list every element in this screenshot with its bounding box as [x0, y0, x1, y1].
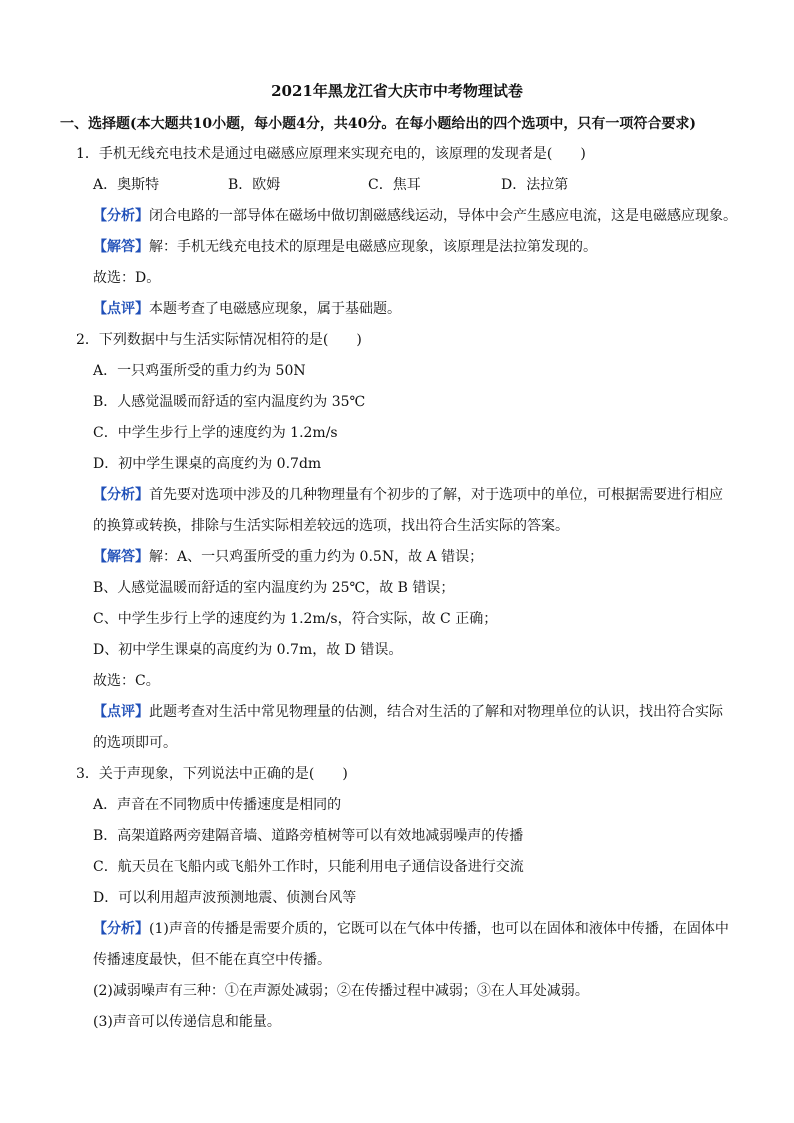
option-d: D．法拉第 [501, 177, 569, 193]
question-2-analysis: 【分析】首先要对选项中涉及的几种物理量有个初步的了解，对于选项中的单位，可根据需要进行相应 [93, 487, 723, 503]
comment-tag: 【点评】 [93, 704, 149, 720]
page-title: 2021年黑龙江省大庆市中考物理试卷 [271, 82, 523, 100]
option-b: B．欧姆 [228, 177, 281, 193]
answer-tag: 【解答】 [93, 239, 149, 255]
question-1-options [93, 175, 568, 195]
question-2-answer-c: C、中学生步行上学的速度约为 1.2m/s，符合实际，故 C 正确； [93, 611, 498, 627]
question-1-choice: 故选：D。 [93, 270, 161, 286]
analysis-tag: 【分析】 [93, 208, 149, 224]
question-1-comment: 【点评】本题考查了电磁感应现象，属于基础题。 [93, 301, 401, 317]
question-2-stem: 2．下列数据中与生活实际情况相符的是( ) [76, 332, 362, 348]
question-1-answer: 【解答】解：手机无线充电技术的原理是电磁感应现象，该原理是法拉第发现的。 [93, 239, 597, 255]
comment-tag: 【点评】 [93, 301, 149, 317]
option-c: C．航天员在飞船内或飞船外工作时，只能利用电子通信设备进行交流 [93, 859, 524, 875]
question-2-answer-b: B、人感觉温暖而舒适的室内温度约为 25℃，故 B 错误； [93, 580, 455, 596]
question-3-analysis-3: (3)声音可以传递信息和能量。 [93, 1014, 281, 1030]
question-2-analysis-cont: 的换算或转换，排除与生活实际相差较远的选项，找出符合生活实际的答案。 [93, 518, 569, 534]
question-3-analysis-cont: 传播速度最快，但不能在真空中传播。 [93, 952, 331, 968]
option-d: D．初中学生课桌的高度约为 0.7dm [93, 456, 322, 472]
question-1-analysis: 【分析】闭合电路的一部导体在磁场中做切割磁感线运动，导体中会产生感应电流，这是电磁感应现象。 [93, 208, 737, 224]
question-2-comment: 【点评】此题考查对生活中常见物理量的估测，结合对生活的了解和对物理单位的认识，找出符合实际 [93, 704, 723, 720]
option-a: A．奥斯特 [93, 177, 160, 193]
question-1-stem: 1．手机无线充电技术是通过电磁感应原理来实现充电的，该原理的发现者是( ) [76, 146, 586, 162]
answer-tag: 【解答】 [93, 549, 149, 565]
option-d: D．可以利用超声波预测地震、侦测台风等 [93, 890, 357, 906]
question-3-analysis: 【分析】(1)声音的传播是需要介质的，它既可以在气体中传播，也可以在固体和液体中传播，在固体中 [93, 921, 729, 937]
question-2-choice: 故选：C。 [93, 673, 160, 689]
option-a: A．声音在不同物质中传播速度是相同的 [93, 797, 342, 813]
analysis-tag: 【分析】 [93, 487, 149, 503]
question-2-answer: 【解答】解：A、一只鸡蛋所受的重力约为 0.5N，故 A 错误； [93, 549, 484, 565]
option-c: C．中学生步行上学的速度约为 1.2m/s [93, 425, 338, 441]
section-heading: 一、选择题(本大题共10小题，每小题4分，共40分。在每小题给出的四个选项中，只有一项符合要求) [60, 116, 696, 132]
question-3-analysis-2: (2)减弱噪声有三种：①在声源处减弱；②在传播过程中减弱；③在人耳处减弱。 [93, 983, 589, 999]
option-b: B．高架道路两旁建隔音墙、道路旁植树等可以有效地减弱噪声的传播 [93, 828, 524, 844]
question-3-stem: 3．关于声现象，下列说法中正确的是( ) [76, 766, 348, 782]
option-c: C．焦耳 [368, 177, 421, 193]
question-2-answer-d: D、初中学生课桌的高度约为 0.7m，故 D 错误。 [93, 642, 403, 658]
option-a: A．一只鸡蛋所受的重力约为 50N [93, 363, 306, 379]
analysis-tag: 【分析】 [93, 921, 149, 937]
option-b: B．人感觉温暖而舒适的室内温度约为 35℃ [93, 394, 366, 410]
question-2-comment-cont: 的选项即可。 [93, 735, 177, 751]
